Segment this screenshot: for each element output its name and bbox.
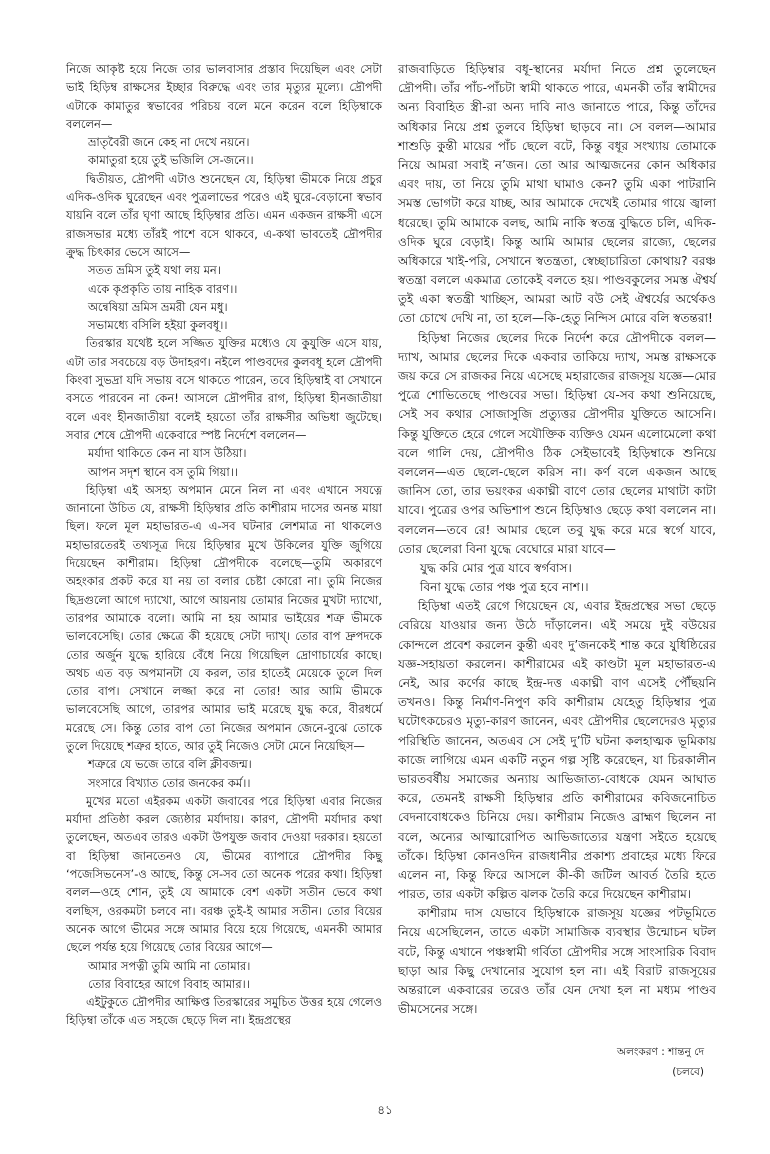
paragraph: রাজবাড়িতে হিড়িম্বার বধূ-স্থানের মর্যাদা নিতে প্রশ্ন তুলেছেন দ্রৌপদী। তাঁর পাঁচ-পাঁচটা স্বামী থাকতে পারে, এমনকী তাঁর স্বামীদের অন্য বিবাহিত স্ত্রী-রা অন্য দাবি নাও জানাতে পারে, কিন্তু তাঁদের অধিকার নিয়ে প্রশ্ন তুলবে হিড়িম্বা ছাড়বে না। সে বলল—আমার শাশুড়ি কুন্তী মায়ের পাঁচ ছেলে বটে, কিন্তু বধূর সংখ্যায় তোমাকে নিয়ে আমরা সবাই ন’জন। তো আর আত্মজনের কোন অধিকার এবং দায়, তা নিয়ে তুমি মাথা ঘামাও কেন? তুমি একা পাটরানি সমস্ত ভোগটা করে যাচ্ছ, আর আমাকে দেখেই তোমার গায়ে জ্বালা ধরেছে। তুমি আমাকে বলছ, আমি নাকি স্বতন্ত্র বুদ্ধিতে চলি, এদিক-ওদিক ঘুরে বেড়াই। কিন্তু আমি আমার ছেলের রাজ্যে, ছেলের অধিকারে খাই-পরি, সেখানে স্বতন্ত্রতা, স্বেচ্ছাচারিতা কোথায়? বরঞ্চ স্বতন্ত্রা বললে একমাত্র তোকেই বলতে হয়। পাণ্ডবকুলের সমস্ত ঐশ্বর্য তুই একা স্বতন্ত্রী খাচ্ছিস, আমরা আট বউ সেই ঐশ্বর্যের অর্থেকও তো চোখে দেখি না, তা হলে—কি-হেতু নিন্দিস মোরে বলি স্বতন্তরা! [398,62,716,326]
verse-line: ভ্রাতৃবৈরী জনে কেহ না দেখে নয়নে। [88,135,250,150]
paragraph: হিড়িম্বা এই অসহ্য অপমান মেনে নিল না এবং এখানে সযত্নে জানানো উচিত যে, রাক্ষসী হিড়িম্বার প্রতি কাশীরাম দাসের অনন্ত মায়া ছিল। ফলে মূল মহাভারত-এ এ-সব ঘটনার লেশমাত্র না থাকলেও মহাভারতেরই তথ্যসূত্র দিয়ে হিড়িম্বার মুখে উকিলের যুক্তি জুগিয়ে দিয়েছেন কাশীরাম। হিড়িম্বা দ্রৌপদীকে বলেছে—তুমি অকারণে অহংকার প্রকট করে যা নয় তা বলার চেষ্টা কোরো না। তুমি নিজের ছিদ্রগুলো আগে দ্যাখো, আগে আয়নায় তোমার নিজের মুখটা দ্যাখো, তারপর আমাকে বলো। আমি না হয় আমার ভাইয়ের শত্রু ভীমকে ভালবেসেছি। তোর ক্ষেত্রে কী হয়েছে সেটা দ্যাখ্। তোর বাপ দ্রুপদকে তোর অর্জুন যুদ্ধে হারিয়ে বেঁধে নিয়ে গিয়েছিল দ্রোণাচার্যের কাছে। অথচ এত বড় অপমানটা যে করল, তার হাতেই মেয়েকে তুলে দিল তোর বাপ। সেখানে লজ্জা করে না তোর! আর আমি ভীমকে ভালবেসেছি আগে, তারপর আমার ভাই মরেছে যুদ্ধ করে, বীরধর্মে মরেছে সে। কিন্তু তোর বাপ তো নিজের অপমান জেনে-বুঝে তোকে তুলে দিয়েছে শত্রুর হাতে, আর তুই নিজেও সেটা মেনে নিয়েছিস— [66,482,382,753]
verse-line: বিনা যুদ্ধে তোর পঞ্চ পুত্র হবে নাশ।। [420,580,589,595]
verse-block [66,133,382,170]
verse-line: একে কৃপ্রকৃতি তায় নাহিক বারণ।। [88,281,238,296]
verse-block [66,957,382,994]
continued-note: (চলবে) [672,1066,704,1078]
right-column [398,60,716,1019]
verse-block [398,559,716,597]
verse-line: আপন সদৃশ স্থানে বস তুমি গিয়া।। [88,464,238,479]
verse-line: সতত ভ্রমিস তুই যথা লয় মন। [88,263,221,278]
paragraph: তিরস্কার যথেষ্ট হলে সজ্জিত যুক্তির মধ্যেও যে কুযুক্তি এসে যায়, এটা তার সবচেয়ে বড় উদাহরণ। নইলে পাণ্ডবদের কুলবধূ হলে দ্রৌপদী কিংবা সুভদ্রা যদি সভায় বসে থাকতে পারেন, তবে হিড়িম্বাই বা সেখানে বসতে পারবেন না কেন! আসলে দ্রৌপদীর রাগ, হিড়িম্বা হীনজাতীয়া বলে এবং হীনজাতীয়া বলেই হয়তো তাঁর রাক্ষসীর অভিধা জুটেছে। সবার শেষে দ্রৌপদী একেবারে স্পষ্ট নির্দেশে বললেন— [66,336,382,442]
paragraph: এইটুকুতে দ্রৌপদীর আক্ষিপ্ত তিরস্কারের সমুচিত উত্তর হয়ে গেলেও হিড়িম্বা তাঁকে এত সহজে ছেড়ে দিল না। ইন্দ্রপ্রস্থের [66,995,382,1028]
verse-block [66,261,382,334]
paragraph: মুখের মতো এইরকম একটা জবাবের পরে হিড়িম্বা এবার নিজের মর্যাদা প্রতিষ্ঠা করল জ্যেষ্ঠার মর্যাদায়। কারণ, দ্রৌপদী মর্যাদার কথা তুলেছেন, অতএব তারও একটা উপযুক্ত জবাব দেওয়া দরকার। হয়তো বা হিড়িম্বা জানতেনও যে, ভীমের ব্যাপারে দ্রৌপদীর কিছু ‘পজেসিভনেস’-ও আছে, কিন্তু সে-সব তো অনেক পরের কথা। হিড়িম্বা বলল—ওহে শোন, তুই যে আমাকে বেশ একটা সতীন ভেবে কথা বলছিস, ওরকমটা চলবে না। বরঞ্চ তুই-ই আমার সতীন। তোর বিয়ের অনেক আগে ভীমের সঙ্গে আমার বিয়ে হয়ে গিয়েছে, এমনকী আমার ছেলে পর্যন্ত হয়ে গিয়েছে তোর বিয়ের আগে— [66,793,382,955]
left-column [66,60,382,1030]
verse-line: মর্যাদা থাকিতে কেন না যাস উঠিয়া। [88,446,247,461]
paragraph: দ্বিতীয়ত, দ্রৌপদী এটাও শুনেছেন যে, হিড়িম্বা ভীমকে নিয়ে প্রচুর এদিক-ওদিক ঘুরেছেন এবং পুত্রলাভের পরেও এই ঘুরে-বেড়ানো স্বভাব যায়নি বলে তাঁর ঘৃণা আছে হিড়িম্বার প্রতি। এমন একজন রাক্ষসী এসে রাজসভার মধ্যে তাঁরই পাশে বসে থাকবে, এ-কথা ভাবতেই দ্রৌপদীর ক্রুদ্ধ চিৎকার ভেসে আসে— [66,171,382,259]
verse-line: তোর বিবাহের আগে বিবাহ আমার।। [88,976,250,991]
paragraph: নিজে আকৃষ্ট হয়ে নিজে তার ভালবাসার প্রস্তাব দিয়েছিল এবং সেটা ভাই হিড়িম্ব রাক্ষসের ইচ্ছার বিরুদ্ধে এবং তার মৃত্যুর মূল্যে। দ্রৌপদী এটাকে কামাতুর স্বভাবের পরিচয় বলে মনে করেন বলে হিড়িম্বাকে বললেন— [66,62,382,131]
verse-line: আমার সপত্নী তুমি আমি না তোমার। [88,958,251,973]
paragraph: হিড়িম্বা নিজের ছেলের দিকে নির্দেশ করে দ্রৌপদীকে বলল—দ্যাখ, আমার ছেলের দিকে একবার তাকিয়ে দ্যাখ, সমস্ত রাক্ষসকে জয় করে সে রাজকর নিয়ে এসেছে মহারাজের রাজসূয় যজ্ঞে—মোর পুত্রে শোভিতেছে পাণ্ডবের সভা। হিড়িম্বা যে-সব কথা শুনিয়েছে, সেই সব কথার সোজাসুজি প্রত্যুত্তর দ্রৌপদীর যুক্তিতে আসেনি। কিন্তু যুক্তিতে হেরে গেলে সযৌক্তিক ব্যক্তিও যেমন এলোমেলো কথা বলে গালি দেয়, দ্রৌপদীও ঠিক সেইভাবেই হিড়িম্বাকে শুনিয়ে বললেন—এত ছেলে-ছেলে করিস না। কর্ণ বলে একজন আছে জানিস তো, তার ভয়ংকর একাঘ্নী বাণে তোর ছেলের মাথাটা কাটা যাবে। পুত্রের ওপর অভিশাপ শুনে হিড়িম্বাও ছেড়ে কথা বললেন না। বললেন—তবে রে! আমার ছেলে তবু যুদ্ধ করে মরে স্বর্গে যাবে, তোর ছেলেরা বিনা যুদ্ধে বেঘোরে মারা যাবে— [398,330,716,556]
page-number: ৪১ [377,1103,393,1117]
verse-line: শত্রুরে যে ভজে তারে বলি ক্লীবজন্ম। [88,757,252,772]
verse-line: অন্বেষিয়া ভ্রমিস ভ্রমরী যেন মধু। [88,299,228,314]
illustration-credit [617,1042,704,1082]
paragraph: কাশীরাম দাস যেভাবে হিড়িম্বাকে রাজসূয় যজ্ঞের পটভূমিতে নিয়ে এসেছিলেন, তাতে একটা সামাজিক ব্যবস্থার উন্মোচন ঘটল বটে, কিন্তু এখানে পঞ্চস্বামী গর্বিতা দ্রৌপদীর সঙ্গে সাংসারিক বিবাদ ছাড়া আর কিছু দেখানোর সুযোগ হল না। এই বিরাট রাজসূয়ের অন্তরালে একবারের তরেও তাঁর যেন দেখা হল না মধ্যম পাণ্ডব ভীমসেনের সঙ্গে। [398,906,716,1017]
verse-line: কামাতুরা হয়ে তুই ভজিলি সে-জনে।। [88,153,254,168]
verse-line: সভামধ্যে বসিলি হইয়া কুলবধূ।। [88,318,228,333]
credit-text: অলংকরণ : শান্তনু দে [617,1046,704,1058]
verse-line: যুদ্ধ করি মোর পুত্র যাবে স্বর্গবাস। [420,560,572,575]
paragraph: হিড়িম্বা এতই রেগে গিয়েছেন যে, এবার ইন্দ্রপ্রস্থের সভা ছেড়ে বেরিয়ে যাওয়ার জন্য উঠে দাঁড়ালেন। এই সময়ে দুই বউয়ের কোন্দলে প্রবেশ করলেন কুন্তী এবং দু’জনকেই শান্ত করে যুধিষ্ঠিরের যজ্ঞ-সহায়তা করলেন। কাশীরামের এই কাণ্ডটা মূল মহাভারত-এ নেই, আর কর্ণের কাছে ইন্দ্র-দত্ত একাঘ্নী বাণ এসেই পৌঁছয়নি তখনও। কিন্তু নির্মাণ-নিপুণ কবি কাশীরাম যেহেতু হিড়িম্বার পুত্র ঘটোৎকচেরও মৃত্যু-কারণ জানেন, এবং দ্রৌপদীর ছেলেদেরও মৃত্যুর পরিস্থিতি জানেন, অতএব সে সেই দু’টি ঘটনা কলহাত্মক ভূমিকায় কাজে লাগিয়ে এমন একটি নতুন গল্প সৃষ্টি করেছেন, যা চিরকালীন ভারতবর্ষীয় সমাজের অন্যায় আভিজাত্য-বোধকে যেমন আঘাত করে, তেমনই রাক্ষসী হিড়িম্বার প্রতি কাশীরামের কবিজনোচিত বেদনাবোধকেও চিনিয়ে দেয়। কাশীরাম নিজেও ব্রাহ্মণ ছিলেন না বলে, অন্যের আত্মারোপিত আভিজাত্যের যন্ত্রণা সইতে হয়েছে তাঁকে। হিড়িম্বা কোনওদিন রাজধানীর প্রকাশ্য প্রবাহের মধ্যে ফিরে এলেন না, কিন্তু ফিরে আসলে কী-কী জটিল আবর্ত তৈরি হতে পারত, তার একটা কল্পিত ঝলক তৈরি করে দিয়েছেন কাশীরাম। [398,599,716,902]
verse-line: সংসারে বিখ্যাত তোর জনকের কর্ম।। [88,775,251,790]
verse-block [66,444,382,481]
verse-block [66,755,382,792]
